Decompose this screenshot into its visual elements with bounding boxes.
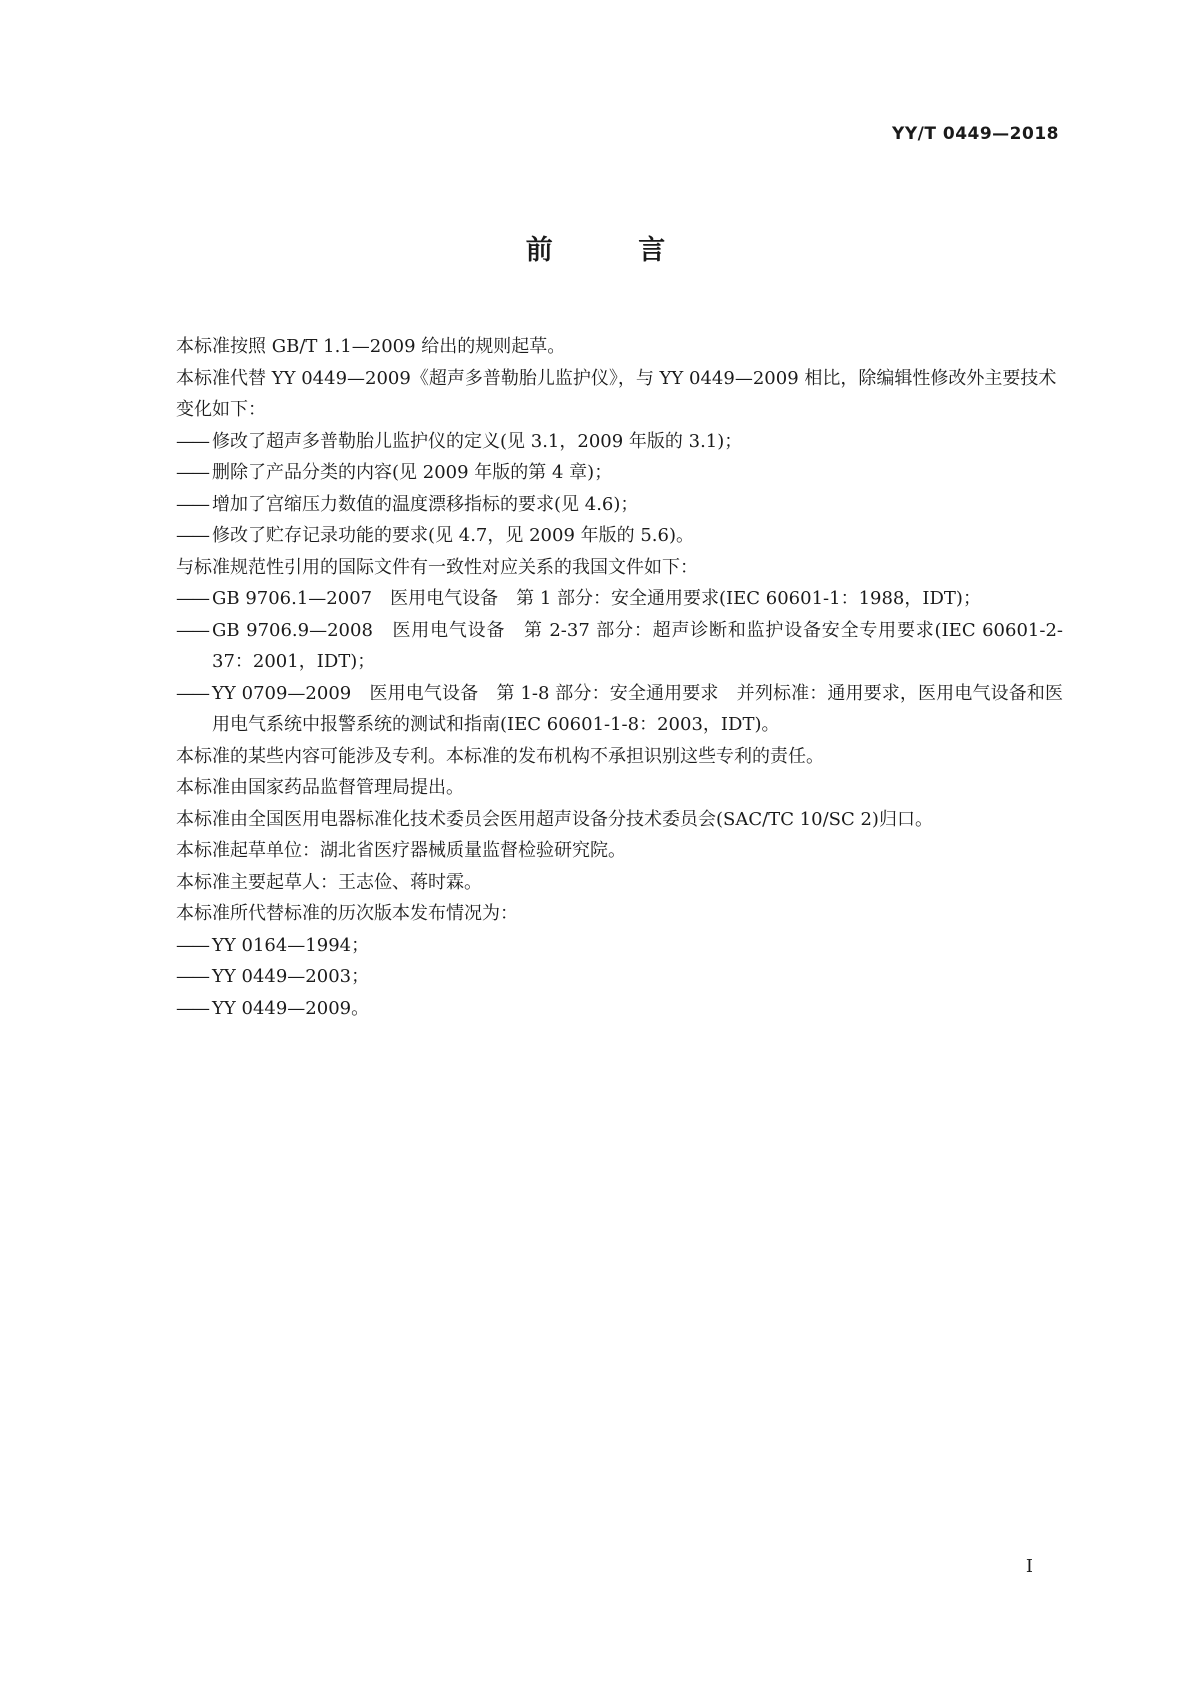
list-item-reference: —— GB 9706.9—2008 医用电气设备 第 2-37 部分：超声诊断和监护设备安全专用要求(IEC 60601-2-37：2001，IDT)； xyxy=(176,619,1063,672)
list-item-history: —— YY 0449—2009。 xyxy=(176,997,370,1019)
list-item-change: —— 修改了超声多普勒胎儿监护仪的定义(见 3.1，2009 年版的 3.1)； xyxy=(176,430,743,452)
list-item-change: —— 删除了产品分类的内容(见 2009 年版的第 4 章)； xyxy=(176,462,613,483)
list-item-history: —— YY 0449—2003； xyxy=(176,966,370,987)
list-item-reference: —— GB 9706.1—2007 医用电气设备 第 1 部分：安全通用要求(IEC 60601-1：1988，IDT)； xyxy=(176,588,981,609)
page-title: 前 言 xyxy=(525,235,704,266)
paragraph-drafters: 本标准主要起草人：王志俭、蒋时霖。 xyxy=(176,871,482,893)
foreword-body xyxy=(176,331,1063,1024)
list-item-change: —— 修改了贮存记录功能的要求(见 4.7，见 2009 年版的 5.6)。 xyxy=(176,525,694,546)
paragraph-drafting-rules: 本标准按照 GB/T 1.1—2009 给出的规则起草。 xyxy=(176,336,566,357)
list-item-change: —— 增加了宫缩压力数值的温度漂移指标的要求(见 4.6)； xyxy=(176,493,639,515)
page-number: I xyxy=(1025,1556,1033,1577)
paragraph-drafting-unit: 本标准起草单位：湖北省医疗器械质量监督检验研究院。 xyxy=(176,840,626,861)
list-item-reference: —— YY 0709—2009 医用电气设备 第 1-8 部分：安全通用要求 并列标准：通用要求，医用电气设备和医用电气系统中报警系统的测试和指南(IEC 60601-1-8：2003，IDT)。 xyxy=(176,682,1063,735)
paragraph-replacement: 本标准代替 YY 0449—2009《超声多普勒胎儿监护仪》，与 YY 0449—2009 相比，除编辑性修改外主要技术变化如下： xyxy=(176,367,1057,420)
document-code: YY/T 0449—2018 xyxy=(892,124,1059,144)
paragraph-references-intro: 与标准规范性引用的国际文件有一致性对应关系的我国文件如下： xyxy=(176,556,698,578)
paragraph-patent: 本标准的某些内容可能涉及专利。本标准的发布机构不承担识别这些专利的责任。 xyxy=(176,745,824,767)
paragraph-committee: 本标准由全国医用电器标准化技术委员会医用超声设备分技术委员会(SAC/TC 10/SC 2)归口。 xyxy=(176,808,933,830)
paragraph-proposer: 本标准由国家药品监督管理局提出。 xyxy=(176,777,464,798)
list-item-history: —— YY 0164—1994； xyxy=(176,934,370,956)
paragraph-history-intro: 本标准所代替标准的历次版本发布情况为： xyxy=(176,903,518,924)
